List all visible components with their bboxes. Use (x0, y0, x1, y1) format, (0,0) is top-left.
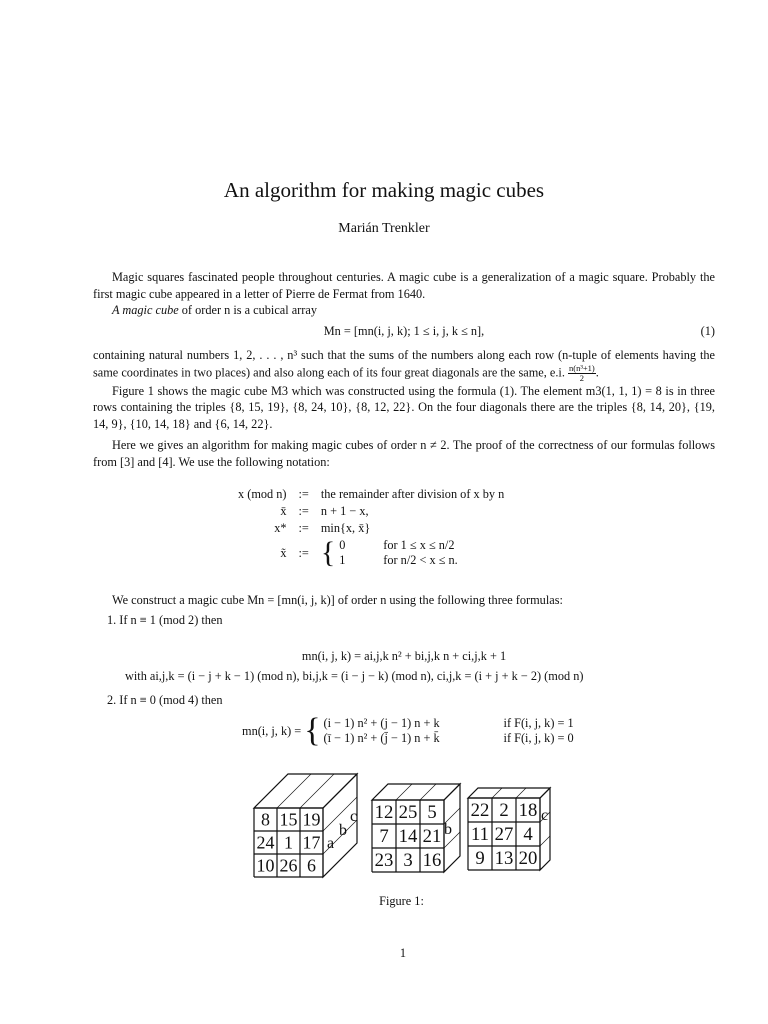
case2-cond1: if F(i, j, k) = 1 (503, 716, 574, 730)
cube-b (372, 784, 460, 872)
cube-b-cell: 12 (374, 802, 394, 824)
cube-b-cell: 21 (422, 826, 442, 848)
axis-label-c: c (350, 808, 358, 825)
notation-op: := (298, 521, 309, 535)
brace-icon: { (304, 712, 321, 749)
intro-text-1: Magic squares fascinated people throughout centuries. A magic cube is a generalization of a magic square. Probably the first magic cube appeared in a letter of Pierre de Fermat from 1640. (93, 270, 715, 301)
intro-text-5: Here we gives an algorithm for making magic cubes of order n ≠ 2. The proof of the correctness of our formulas follows from [3] and [4]. We use the following notation: (93, 438, 715, 469)
cube-a-cell: 24 (256, 832, 275, 853)
case1-value: 0 (339, 538, 346, 552)
cube-b-cell: 25 (398, 802, 418, 824)
cube-c-cell: 4 (523, 824, 533, 846)
cube-a-cell: 8 (261, 809, 270, 830)
notation-rhs: min{x, x̄} (320, 521, 371, 535)
magic-cube-term: A magic cube (112, 303, 179, 317)
notation-op: := (298, 545, 309, 560)
case2-condition: for n/2 < x ≤ n. (383, 553, 458, 567)
notation-rhs: n + 1 − x, (320, 504, 369, 518)
axis-label-b: b (339, 822, 347, 839)
brace-icon: { (320, 536, 336, 569)
axis-label-c-cube: c (541, 807, 549, 824)
cube-b-cell: 23 (374, 850, 394, 872)
equation-1-number: (1) (700, 324, 715, 338)
notation-lhs: x (mod n) (238, 487, 287, 501)
notation-lhs: x̄ (280, 504, 287, 518)
cube-b-cell: 3 (403, 850, 413, 872)
case2-lhs: mn(i, j, k) = (242, 723, 302, 738)
cube-side-face (540, 788, 550, 870)
case1-condition: for 1 ≤ x ≤ n/2 (383, 538, 455, 552)
cube-c-cell: 22 (470, 800, 490, 822)
grid-line (492, 788, 502, 798)
case2-line1: (i − 1) n² + (j − 1) n + k (323, 716, 440, 730)
cube-b-cell: 5 (427, 802, 437, 824)
cube-c-cell: 13 (494, 848, 514, 870)
author-name: Marián Trenkler (338, 221, 430, 236)
cube-a-cell: 10 (256, 855, 275, 876)
cube-c-cell: 18 (518, 800, 538, 822)
cube-a-cell: 6 (307, 855, 316, 876)
construct-text: We construct a magic cube Mn = [mn(i, j, k)] of order n using the following three formulas: (112, 593, 563, 607)
figure-1 (248, 768, 558, 883)
intro-text-3-body: containing natural numbers 1, 2, . . . , n³ such that the sums of the numbers along each row (n-tuple of elements having the same coordinates in two places) and also along each of its four great diagonals are the same, e.i. (93, 348, 715, 379)
cube-a-cell: 19 (302, 809, 321, 830)
case1-label: 1. If n ≡ 1 (mod 2) then (107, 613, 223, 627)
notation-lhs: x* (274, 521, 287, 535)
notation-rhs: the remainder after division of x by n (320, 487, 505, 501)
case2-line2: (ī − 1) n² + (j̄ − 1) n + k̄ (323, 731, 440, 745)
cube-a (254, 774, 357, 877)
intro-text-4: Figure 1 shows the magic cube M3 which was constructed using the formula (1). The element m3(1, 1, 1) = 8 is in three rows containing the triples {8, 15, 19}, {8, 24, 10}, {8, 12, 22}. On the four diagonals there are the triples {8, 14, 20}, {19, 14, 9}, {10, 14, 18} and {6, 14, 22}. (93, 383, 715, 431)
case2-value: 1 (339, 553, 346, 567)
intro-paragraph-1 (93, 269, 715, 319)
fraction-numerator: n(n³+1) (568, 362, 595, 373)
axis-label-b-cube: b (444, 821, 452, 838)
magic-constant-fraction (568, 364, 596, 383)
notation-row (232, 486, 510, 503)
cube-c-cell: 2 (499, 800, 509, 822)
cube-b-cell: 16 (422, 850, 442, 872)
cube-c (468, 788, 550, 870)
cube-a-cell: 17 (302, 832, 321, 853)
grid-line (396, 784, 412, 800)
figure-1-svg (248, 768, 558, 883)
notation-table (232, 486, 510, 569)
cube-a-cell: 26 (279, 855, 298, 876)
notation-row (232, 537, 510, 569)
axis-label-a: a (327, 835, 335, 852)
cube-a-cell: 1 (284, 832, 293, 853)
cube-a-cell: 15 (279, 809, 298, 830)
paper-title: An algorithm for making magic cubes (223, 178, 545, 202)
case1-with: with ai,j,k = (i − j + k − 1) (mod n), bi,j,k = (i − j − k) (mod n), ci,j,k = (i + j + k − 2) (mod n) (125, 669, 584, 683)
notation-lhs: x̃ (280, 545, 287, 560)
notation-op: := (298, 504, 309, 518)
intro-paragraph-3 (93, 347, 715, 470)
notation-rhs-cases (315, 537, 510, 569)
intro-text-3: containing natural numbers 1, 2, . . . , n³ such that the sums of the numbers along each row (n-tuple of elements having the same coordinates in two places) and also along each of its four great diagonals are the same, e.i. $\frac{\text{n(n³+1)}}{2}$ . (93, 348, 715, 383)
grid-line (420, 784, 436, 800)
case1-formula: mn(i, j, k) = ai,j,k n² + bi,j,k n + ci,j,k + 1 (301, 649, 507, 663)
figure-caption: Figure 1: (379, 894, 424, 908)
intro-text-2-rest: of order n is a cubical array (178, 303, 317, 317)
grid-line (540, 836, 550, 846)
construct-paragraph (93, 592, 715, 609)
notation-op: := (298, 487, 309, 501)
fraction-denominator: 2 (579, 372, 584, 383)
equation-1: Mn = [mn(i, j, k); 1 ≤ i, j, k ≤ n], (323, 324, 485, 338)
cube-b-cell: 7 (379, 826, 389, 848)
notation-row (232, 520, 510, 537)
cube-b-cell: 14 (398, 826, 418, 848)
cube-c-cell: 20 (518, 848, 538, 870)
grid-line (516, 788, 526, 798)
notation-row (232, 503, 510, 520)
cube-c-cell: 9 (475, 848, 485, 870)
intro-text-2 (93, 302, 715, 319)
cube-top-face (468, 788, 550, 798)
cube-c-cell: 27 (494, 824, 514, 846)
case2-formula (242, 714, 574, 748)
case2-label: 2. If n ≡ 0 (mod 4) then (107, 693, 223, 707)
page-number: 1 (399, 946, 407, 960)
case2-cond2: if F(i, j, k) = 0 (503, 731, 574, 745)
cube-c-cell: 11 (470, 824, 490, 846)
